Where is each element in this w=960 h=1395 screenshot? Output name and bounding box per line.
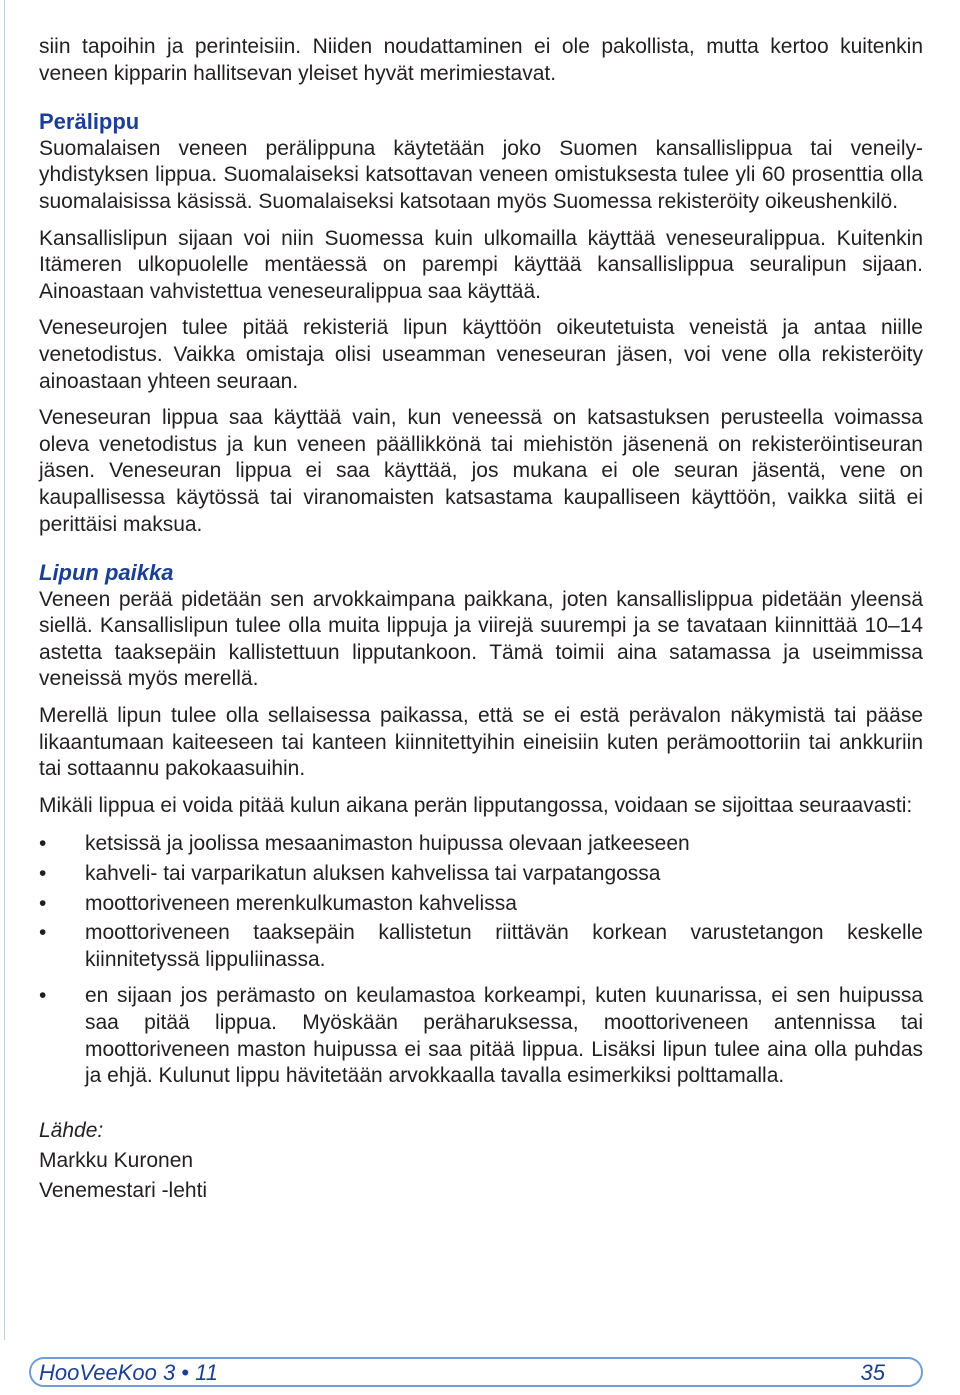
paragraph-at-sea: Merellä lipun tulee olla sellaisessa paikassa, että se ei estä perävalon näkymistä tai pääse likaantumaan kaiteeseen tai kanteen kiinnitettyihin eineisiin kuten perämoottoriin tai ankkuriin tai sottaannu pakokaasuihin. — [39, 704, 923, 781]
paragraph-club-flag-usage: Veneseuran lippua saa käyttää vain, kun veneessä on katsastuksen perusteella voimassa oleva venetodistus ja kun veneen päällikkönä tai miehistön jäsenenä on rekisteröintiseuran jäsen. Veneseuran lippua ei saa käyttää, jos mukana ei ole seuran jäsentä, vene on kaupallisessa käytössä tai viranomaisten katsastama kaupalliseen käyttöön, vaikka siitä ei perittäisi maksua. — [39, 406, 923, 536]
page-number: 35 — [860, 1360, 885, 1385]
magazine-issue: HooVeeKoo 3 • 11 — [39, 1360, 218, 1385]
list-item: • kahveli- tai varparikatun aluksen kahvelissa tai varpatangossa — [39, 861, 923, 888]
intro-paragraph: siin tapoihin ja perinteisiin. Niiden noudattaminen ei ole pakollista, mutta kertoo kuitenkin veneen kipparin hallitsevan yleiset hyvät merimiestavat. — [39, 35, 923, 85]
source-publication: Venemestari -lehti — [39, 1178, 208, 1202]
list-item: • ketsissä ja joolissa mesaanimaston huipussa olevaan jatkeeseen — [39, 831, 923, 858]
placement-list — [39, 831, 923, 1089]
list-item: • en sijaan jos perämasto on keulamastoa korkeampi, kuten kuunarissa, ei sen huipussa saa pitää lippua. Myöskään peräharuksessa, moottoriveneen antennissa tai moottoriveneen maston huipussa ei saa pitää lippua. Lisäksi lipun tulee aina olla puhdas ja ehjä. Kulunut lippu hävitetään arvokkaalla tavalla esimerkiksi polttamalla. — [39, 983, 923, 1089]
source-author: Markku Kuronen — [39, 1148, 194, 1172]
article-body — [39, 34, 923, 1206]
source-label: Lähde: — [39, 1118, 104, 1142]
list-item: • moottoriveneen taaksepäin kallistetun riittävän korkean varustetangon keskelle kiinnitetyssä lippuliinassa. — [39, 920, 923, 973]
paragraph-register: Veneseurojen tulee pitää rekisteriä lipun käyttöön oikeutetuista veneistä ja antaa niille venetodistus. Vaikka omistaja olisi useamman veneseuran jäsen, voi vene olla rekisteröity ainoastaan yhteen seuraan. — [39, 316, 923, 393]
paragraph-alternatives: Mikäli lippua ei voida pitää kulun aikana perän lipputangossa, voidaan se sijoittaa seuraavasti: — [39, 793, 913, 817]
paragraph-flag-nationality: Suomalaisen veneen perälippuna käytetään joko Suomen kansallislippua tai veneily-yhdistyksen lippua. Suomalaiseksi katsottavan veneen omistuksesta tulee yli 60 prosenttia olla suomalaisissa käsissä. Suomalaiseksi katsotaan myös Suomessa rekisteröity oikeushenkilö. — [39, 136, 923, 213]
paragraph-club-flag: Kansallislipun sijaan voi niin Suomessa kuin ulkomailla käyttää veneseuralippua. Kuitenkin Itämeren ulkopuolelle mentäessä on parempi käyttää kansallislippua seuralipun sijaan. Ainoastaan vahvistettua veneseuralippua saa käyttää. — [39, 226, 923, 303]
left-margin-rule — [4, 0, 5, 1340]
heading-peralippu: Perälippu — [39, 109, 140, 135]
page-footer — [29, 1357, 923, 1387]
source-block — [39, 1116, 923, 1206]
paragraph-stern: Veneen perää pidetään sen arvokkaimpana paikkana, joten kansallislippua pidetään yleensä siellä. Kansallislipun tulee olla muita lippuja ja viirejä suurempi ja se tavataan kiinnittää 10–14 astetta taaksepäin kallistettuun lipputankoon. Tämä toimii aina satamassa ja useimmissa veneissä myös merellä. — [39, 587, 923, 691]
heading-lipun-paikka: Lipun paikka — [39, 560, 174, 586]
list-item: • moottoriveneen merenkulkumaston kahvelissa — [39, 891, 923, 918]
